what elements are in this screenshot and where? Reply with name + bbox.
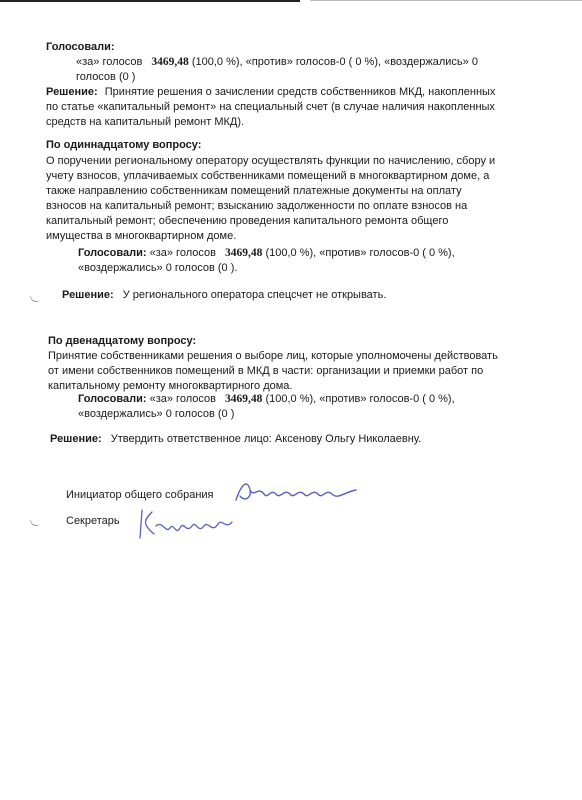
question-text-3: капитальному ремонту многоквартирного дома.	[48, 380, 293, 392]
vote-line	[78, 246, 548, 261]
vote-for: «за» голосов	[76, 56, 143, 68]
question-title: По одиннадцатому вопросу:	[46, 139, 202, 151]
voting-block-1	[46, 40, 546, 130]
question-text-1: Принятие собственниками решения о выборе лиц, которые уполномочены действовать	[48, 350, 498, 362]
vote-line-2: «воздержались» 0 голосов (0 )	[78, 408, 235, 420]
question-text-1: О поручении региональному оператору осуществлять функции по начислению, сбору и	[46, 155, 496, 167]
question-text-3: также направлению собственникам помещений платежные документы на оплату	[46, 185, 462, 197]
decision-text-1: Принятие решения о зачислении средств собственников МКД, накопленных	[104, 86, 496, 98]
top-edge-line-faint	[310, 0, 582, 1]
secretary-label: Секретарь	[66, 515, 120, 527]
voting-block-3	[78, 392, 548, 422]
question-text-5: капитальный ремонт; обеспечению проведения капитального ремонта общего	[46, 215, 449, 227]
vote-rest: (100,0 %), «против» голосов-0 ( 0 %),	[265, 247, 455, 259]
question-text-6: имущества в многоквартирном доме.	[46, 230, 237, 242]
decision-label: Решение:	[62, 289, 114, 301]
vote-number: 3469,48	[225, 247, 263, 259]
decision-text: Утвердить ответственное лицо: Аксенову Ольгу Николаевну.	[110, 433, 422, 445]
decision-text-2: по статье «капитальный ремонт» на специальный счет (в случае наличия накопленных	[46, 101, 495, 113]
question-text-2: от имени собственников помещений в МКД в части: организации и приемки работ по	[48, 365, 484, 377]
vote-for: «за» голосов	[149, 247, 216, 259]
voted-label: Голосовали:	[78, 393, 147, 405]
vote-line	[46, 55, 546, 70]
hole-punch-mark	[30, 296, 38, 302]
vote-rest: (100,0 %), «против» голосов-0 ( 0 %),	[265, 393, 455, 405]
voted-label: Голосовали:	[46, 41, 115, 53]
initiator-label: Инициатор общего собрания	[66, 489, 214, 501]
decision-line	[50, 432, 421, 447]
vote-line-2: «воздержались» 0 голосов (0 ).	[78, 262, 238, 274]
top-edge-line	[0, 0, 300, 2]
decision-line	[62, 288, 386, 303]
vote-number: 3469,48	[151, 56, 189, 68]
decision-text-3: средств на капитальный ремонт МКД).	[46, 116, 245, 128]
hole-punch-mark	[30, 520, 38, 526]
vote-number: 3469,48	[225, 393, 263, 405]
voted-label: Голосовали:	[78, 247, 147, 259]
question-text-2: учету взносов, уплачиваемых собственниками помещений в многоквартирном доме, а	[46, 170, 490, 182]
initiator-signature	[232, 476, 362, 508]
decision-label: Решение:	[50, 433, 102, 445]
vote-line-2: голосов (0 )	[76, 71, 136, 83]
question-12-block	[48, 334, 548, 394]
decision-label: Решение:	[46, 86, 98, 98]
secretary-signature	[136, 504, 236, 550]
question-11-block	[46, 138, 546, 244]
vote-for: «за» голосов	[149, 393, 216, 405]
question-title: По двенадцатому вопросу:	[48, 335, 197, 347]
vote-rest: (100,0 %), «против» голосов-0 ( 0 %), «воздержались» 0	[191, 56, 478, 68]
decision-text: У регионального оператора спецсчет не открывать.	[122, 289, 387, 301]
voting-block-2	[78, 246, 548, 276]
decision-line	[46, 85, 546, 100]
question-text-4: взносов на капитальный ремонт; взысканию задолженности по оплате взносов на	[46, 200, 468, 212]
vote-line	[78, 392, 548, 407]
